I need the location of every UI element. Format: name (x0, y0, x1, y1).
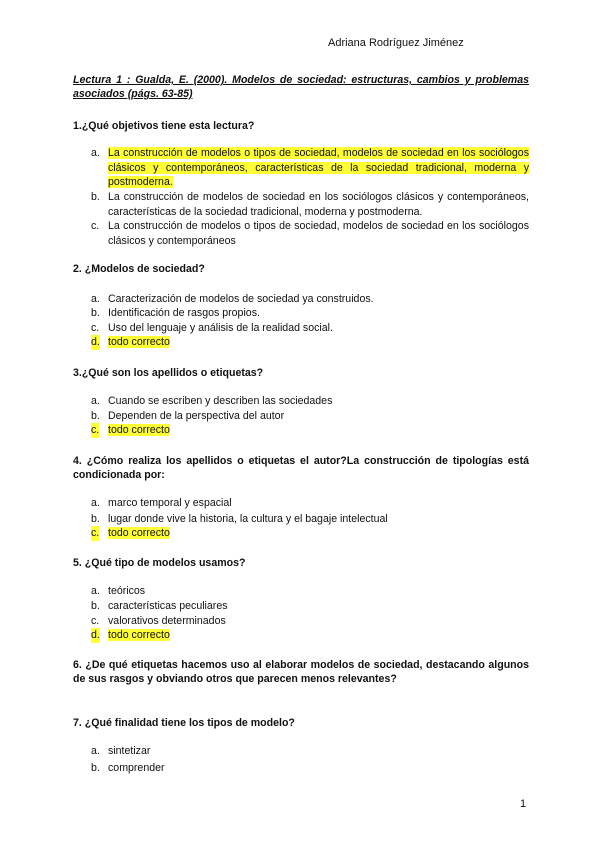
question-2: 2. ¿Modelos de sociedad? (73, 263, 205, 275)
question-2-option-a (91, 292, 529, 307)
option-letter: c. (91, 220, 100, 232)
option-text: teóricos (108, 585, 146, 597)
option-letter: b. (91, 600, 100, 612)
reading-title: Lectura 1 : Gualda, E. (2000). Modelos de sociedad: estructuras, cambios y problemas asociados (págs. 63-85) (73, 74, 529, 100)
question-5-option-a (91, 584, 529, 599)
question-3-option-c (91, 423, 529, 438)
question-1-option-c (91, 219, 529, 248)
option-text-highlighted: todo correcto (108, 424, 170, 436)
question-7-option-a (91, 744, 529, 759)
option-text: marco temporal y espacial (108, 497, 232, 509)
option-letter: b. (91, 191, 100, 203)
option-letter: c. (91, 527, 100, 539)
option-text: Identificación de rasgos propios. (108, 307, 260, 319)
question-3-option-a (91, 394, 529, 409)
question-3: 3.¿Qué son los apellidos o etiquetas? (73, 367, 264, 379)
option-text: sintetizar (108, 745, 151, 757)
option-text-highlighted: todo correcto (108, 629, 170, 641)
option-letter: a. (91, 585, 100, 597)
option-letter: c. (91, 615, 100, 627)
option-letter: c. (91, 424, 100, 436)
question-2-option-d (91, 335, 529, 350)
option-text: lugar donde vive la historia, la cultura y el bagaje intelectual (108, 513, 388, 525)
question-7-option-b (91, 761, 529, 776)
question-2-option-c (91, 321, 529, 336)
option-letter: b. (91, 307, 100, 319)
option-letter: a. (91, 745, 100, 757)
option-letter: c. (91, 322, 100, 334)
option-text-highlighted: todo correcto (108, 336, 170, 348)
author-name: Adriana Rodríguez Jiménez (328, 37, 464, 49)
question-4: 4. ¿Cómo realiza los apellidos o etiquetas el autor?La construcción de tipologías está condicionada por: (73, 455, 529, 481)
question-5-option-c (91, 614, 529, 629)
option-letter: a. (91, 147, 100, 159)
question-1-option-a (91, 146, 529, 190)
option-text: Cuando se escriben y describen las sociedades (108, 395, 333, 407)
option-letter: a. (91, 293, 100, 305)
option-letter: b. (91, 410, 100, 422)
question-4-option-b (91, 512, 529, 527)
question-3-option-b (91, 409, 529, 424)
option-text: características peculiares (108, 600, 228, 612)
question-4-option-a (91, 496, 529, 511)
option-text: Caracterización de modelos de sociedad ya construidos. (108, 293, 374, 305)
question-7: 7. ¿Qué finalidad tiene los tipos de modelo? (73, 717, 295, 729)
option-text: comprender (108, 762, 165, 774)
page-number: 1 (520, 798, 527, 810)
option-letter: d. (91, 336, 100, 348)
question-1: 1.¿Qué objetivos tiene esta lectura? (73, 120, 255, 132)
option-text-highlighted: todo correcto (108, 527, 170, 539)
question-6: 6. ¿De qué etiquetas hacemos uso al elaborar modelos de sociedad, destacando algunos de sus rasgos y obviando otros que parecen menos relevantes? (73, 659, 529, 685)
question-2-option-b (91, 306, 529, 321)
option-text: La construcción de modelos de sociedad en los sociólogos clásicos y contemporáneos, características de la sociedad tradicional, moderna y postmoderna. (108, 191, 529, 218)
question-5-option-d (91, 628, 529, 643)
question-5: 5. ¿Qué tipo de modelos usamos? (73, 557, 246, 569)
option-text: La construcción de modelos o tipos de sociedad, modelos de sociedad en los sociólogos clásicos y contemporáneos (108, 220, 529, 247)
option-text: valorativos determinados (108, 615, 226, 627)
question-1-option-b (91, 190, 529, 219)
option-text: Dependen de la perspectiva del autor (108, 410, 285, 422)
option-text-highlighted: La construcción de modelos o tipos de sociedad, modelos de sociedad en los sociólogos clásicos y contemporáneos, características de la sociedad tradicional, moderna y postmoderna. (108, 147, 529, 188)
option-letter: d. (91, 629, 100, 641)
option-letter: b. (91, 762, 100, 774)
question-4-option-c (91, 526, 529, 541)
option-letter: b. (91, 513, 100, 525)
option-letter: a. (91, 395, 100, 407)
option-text: Uso del lenguaje y análisis de la realidad social. (108, 322, 333, 334)
question-5-option-b (91, 599, 529, 614)
option-letter: a. (91, 497, 100, 509)
